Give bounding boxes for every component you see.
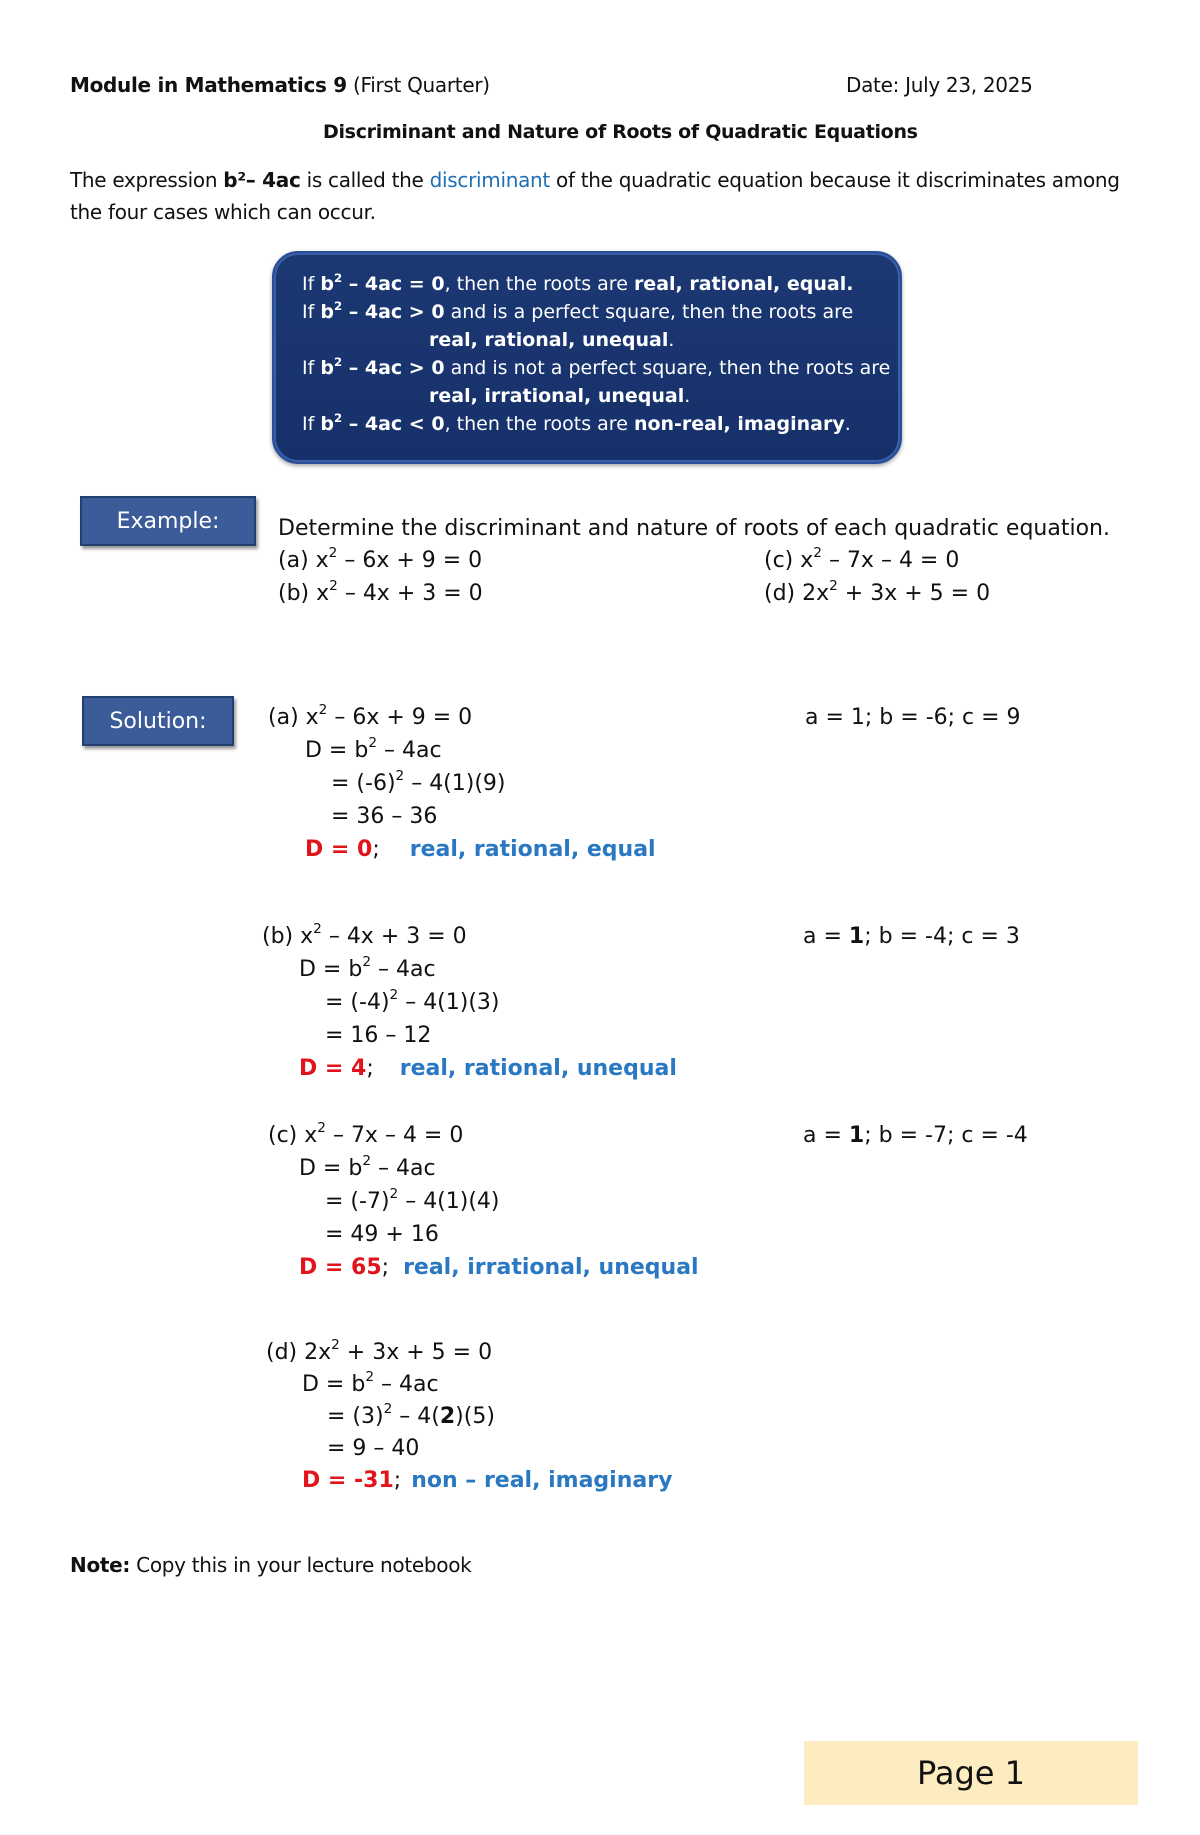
intro-post: of the quadratic equation because it discriminates among the four cases which can occur. bbox=[70, 168, 1120, 224]
module-quarter: (First Quarter) bbox=[346, 73, 490, 97]
example-c: (c) $x^2 - 7x - 4 = 0$ bbox=[764, 545, 960, 573]
solution-d-simplify: = 9 – 40 bbox=[327, 1436, 420, 1461]
solution-d-formula: $D = b^2 - 4ac$ bbox=[302, 1369, 439, 1397]
solution-a-substitution: = $(-6)^2 - 4(1)(9)$ bbox=[331, 768, 506, 796]
module-name: Module in Mathematics 9 bbox=[70, 73, 347, 97]
solution-b-formula: $D = b^2 - 4ac$ bbox=[299, 954, 436, 982]
intro-expr: b²– 4ac bbox=[223, 168, 301, 192]
solution-c-substitution: = $(-7)^2 - 4(1)(4)$ bbox=[325, 1186, 500, 1214]
solution-c-coefficients: a = 1; b = -7; c = -4 bbox=[803, 1123, 1028, 1148]
intro-paragraph bbox=[70, 164, 1130, 228]
solution-c-simplify: = 49 + 16 bbox=[325, 1222, 439, 1247]
intro-mid: is called the bbox=[300, 168, 430, 192]
module-title bbox=[70, 73, 490, 97]
solution-a-formula: $D = b^2 - 4ac$ bbox=[305, 735, 442, 763]
rules-box bbox=[272, 251, 902, 464]
page-number: Page 1 bbox=[804, 1741, 1138, 1805]
solution-b-coefficients: a = 1; b = -4; c = 3 bbox=[803, 924, 1020, 949]
rule-2: If $b^2 - 4ac > 0$ and is a perfect square, then the roots are bbox=[302, 298, 854, 323]
rule-1: If $b^2 - 4ac = 0$, then the roots are real, rational, equal. bbox=[302, 270, 854, 295]
note: Note: Copy this in your lecture notebook bbox=[70, 1553, 472, 1577]
example-label: Example: bbox=[80, 496, 256, 546]
solution-d-result: D = -31; non – real, imaginary bbox=[302, 1468, 673, 1493]
example-a: (a) $x^2 - 6x + 9 = 0$ bbox=[278, 545, 483, 573]
example-d: (d) $2x^2 + 3x + 5 = 0$ bbox=[764, 578, 991, 606]
discriminant-term: discriminant bbox=[429, 168, 550, 192]
solution-b-result: D = 4; real, rational, unequal bbox=[299, 1056, 677, 1081]
solution-b-equation: (b) $x^2 - 4x + 3 = 0$ bbox=[262, 921, 467, 949]
rule-3-result: real, irrational, unequal. bbox=[429, 385, 691, 407]
solution-d-substitution: = $(3)^2 - 4(2)(5)$ bbox=[327, 1401, 495, 1429]
page-title: Discriminant and Nature of Roots of Quadratic Equations bbox=[323, 121, 918, 143]
solution-c-formula: $D = b^2 - 4ac$ bbox=[299, 1153, 436, 1181]
solution-a-coefficients: a = 1; b = -6; c = 9 bbox=[805, 705, 1021, 730]
solution-b-substitution: = $(-4)^2 - 4(1)(3)$ bbox=[325, 987, 500, 1015]
solution-a-result: D = 0; real, rational, equal bbox=[305, 837, 656, 862]
date: Date: July 23, 2025 bbox=[846, 73, 1033, 97]
solution-a-equation: (a) $x^2 - 6x + 9 = 0$ bbox=[268, 702, 473, 730]
rule-4: If $b^2 - 4ac < 0$, then the roots are non-real, imaginary. bbox=[302, 410, 851, 435]
solution-c-result: D = 65; real, irrational, unequal bbox=[299, 1255, 699, 1280]
intro-pre: The expression bbox=[70, 168, 224, 192]
solution-d-equation: (d) $2x^2 + 3x + 5 = 0$ bbox=[266, 1337, 493, 1365]
solution-b-simplify: = 16 – 12 bbox=[325, 1023, 432, 1048]
rule-3: If $b^2 - 4ac > 0$ and is not a perfect square, then the roots are bbox=[302, 354, 891, 379]
solution-a-simplify: = 36 – 36 bbox=[331, 804, 438, 829]
rule-2-result: real, rational, unequal. bbox=[429, 329, 675, 351]
solution-label: Solution: bbox=[82, 696, 234, 746]
solution-c-equation: (c) $x^2 - 7x - 4 = 0$ bbox=[268, 1120, 464, 1148]
example-instruction: Determine the discriminant and nature of roots of each quadratic equation. bbox=[278, 516, 1110, 541]
example-b: (b) $x^2 - 4x + 3 = 0$ bbox=[278, 578, 483, 606]
